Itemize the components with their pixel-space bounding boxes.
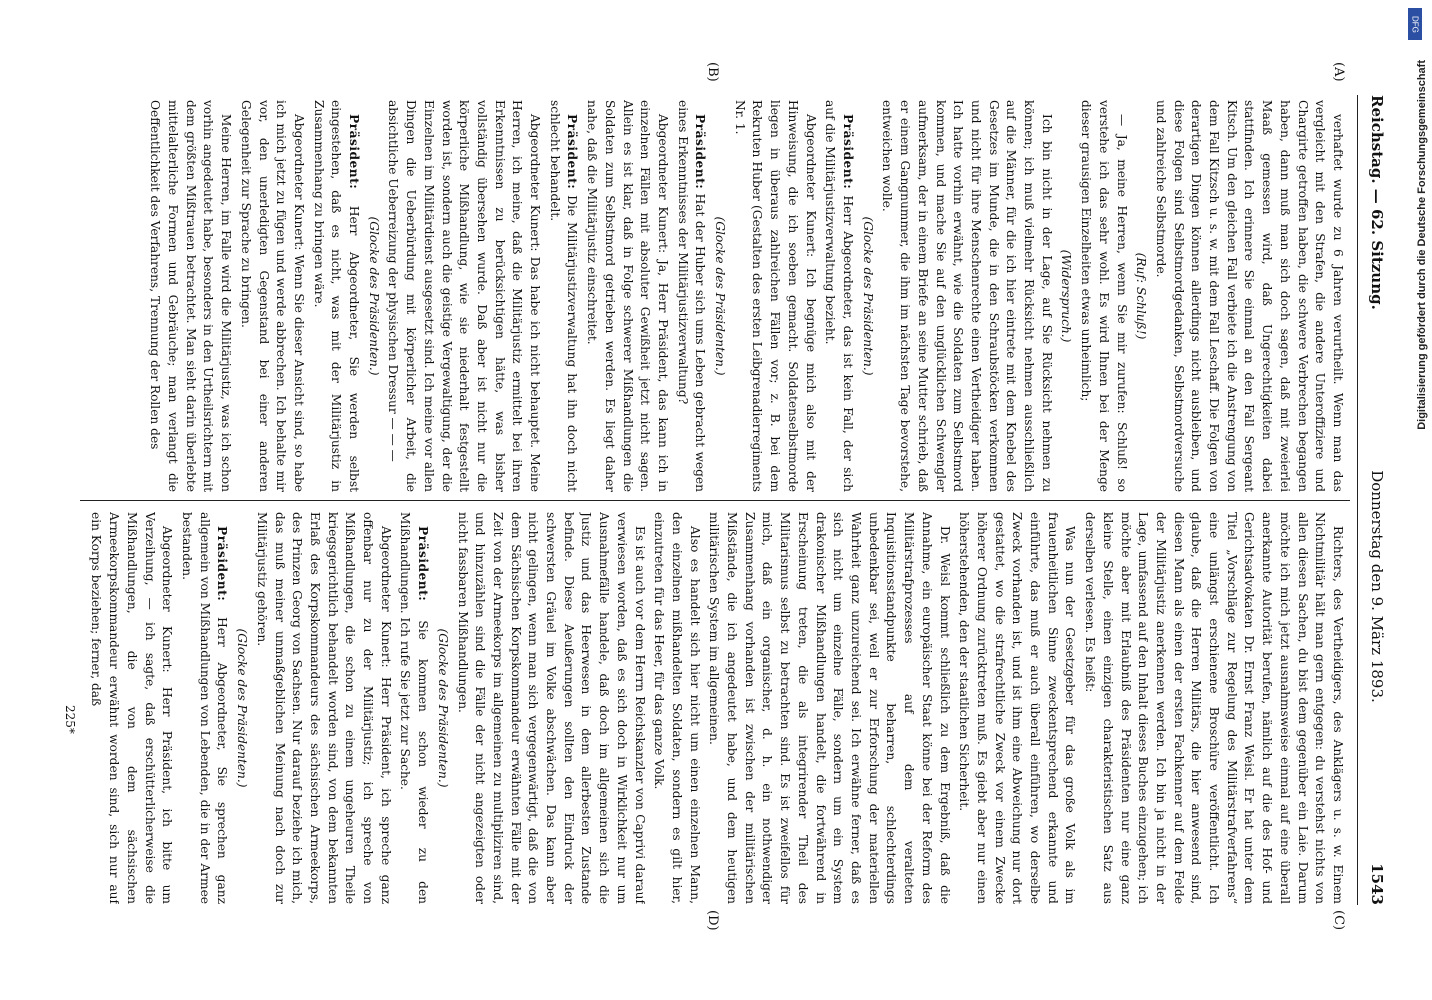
header-rule (1357, 95, 1358, 905)
header-left: Reichstag. — 62. Sitzung. (1368, 95, 1386, 310)
page-header (1362, 95, 1392, 905)
paragraph: Abgeordneter Kunert: Wenn Sie dieser Ansicht sind, so habe ich mich jetzt zu fügen und werde abbrechen. Ich behalte mir vor, den unerledigten Gegenstand bei einer anderen Gelegenheit zur Sprache zu bringen. (238, 100, 306, 492)
speech-text: Hat der Huber sich ums Leben gebracht wegen eines Erkenntnisses der Militärjustizverwaltung? (675, 100, 708, 492)
speaker-name: Präsident: (693, 114, 708, 190)
paragraph: Meine Herren, im Falle wird die Militärjustiz, was ich schon vorhin angedeutet habe, besonders in den Urtheilsrichtern mit dem größten Mißtrauen betrachtet. Man sieht darin überlebte mittelalterliche Formen und Gebräuche; man verlangt die Oeffentlichkeit des Verfahrens, Trennung der Rollen des (148, 100, 234, 492)
speaker-paragraph (396, 512, 431, 904)
margin-mark-a: (A) (1331, 62, 1346, 82)
paragraph: Es ist auch vor dem Herrn Reichskanzler von Caprivi darauf verwiesen worden, daß es sich doch in Wirklichkeit nur um Ausnahmefälle handele, daß doch im allgemeinen sich die Justiz und das Heerwesen in dem allerbesten Zustande befinde. Diese Aeußerungen sollten den Eindruck der schwersten Gräuel im Volke abschwächen. Das kann aber nicht gelingen, wenn man sich vergegenwärtigt, daß die von dem Sächsischen Korpskommandeur erwähnten Fälle mit der Zeit von der Armeekorps im allgemeinen zu multipliziren sind, und hinzuzählen sind die Fälle der nicht angezeigten oder nicht fassbaren Mißhandlungen. (455, 512, 647, 904)
speech-text: Herr Abgeordneter, Sie werden selbst eingestehen, daß es nicht, was mit der Militärjustiz in Zusammenhang zu bringen wäre. (311, 100, 362, 492)
paragraph: Richters, des Vertheidigers, des Anklägers u. s. w. Einem Nichtmilitär hält man gern entgegen: du verstehst nichts von allen diesen Sachen, du bist dem gegenüber ein Laie. Darum möchte ich mich jetzt ausnahmsweise einmal auf eine überall anerkannte Autorität berufen, nämlich auf die des Hof- und Gerichtsadvokaten Dr. Ernst Franz Weisl. Er hat unter dem Titel „Vorschläge zur Regelung des Militärstrafverfahrens“ eine unlängst erschienene Broschüre veröffentlicht. Ich glaube, daß die Herren Militärs, die hier anwesend sind, diesen Mann als einen der ersten Fachkenner auf dem Felde der Militärjustiz anerkennen werden. Ich bin ja nicht in der Lage, umfassend auf den Inhalt dieses Buches einzugehen; ich möchte aber mit Erlaubniß des Präsidenten nur eine ganz kleine Stelle, einen einzigen charakteristischen Satz aus derselben verlesen. Es heißt: (1083, 512, 1345, 904)
stage-direction: (Glocke des Präsidenten.) (713, 216, 728, 376)
paragraph: Abgeordneter Kunert: Ja, Herr Präsident, das kann ich in einzelnen Fällen mit absoluter Gewißheit jetzt nicht sagen. Allein es ist klar, daß in Folge schwerer Mißhandlungen die Soldaten zum Selbstmord getrieben werden. Es liegt daher nahe, daß die Militärjustiz einschreitet. (585, 100, 670, 492)
speaker-paragraph (177, 512, 230, 904)
paragraph: Dr. Weisl kommt schließlich zu dem Ergebniß, daß die Annahme, ein europäischer Staat könne bei der Reform des Militärstrafprozesses auf dem veralteten Inquisitionsstandpunkte beharren, schlechterdings unbedenkbar sei, weil er zur Erforschung der materiellen Wahrheit ganz unzureichend sei. Ich erwähne ferner, daß es sich nicht um einzelne Fälle, sondern um ein System drakonischer Mißhandlungen handelt, die fortwährend in Erscheinung treten, die als integrirender Theil des Militarismus selbst zu betrachten sind. Es ist zweifellos für mich, daß ein organischer, d. h. ein nothwendiger Zusammenhang vorhanden ist zwischen der militärischen Mißstände, die ich angedeutet habe, und dem heutigen militärischen System im allgemeinen. (707, 512, 952, 904)
stage-direction: (Glocke des Präsidenten.) (366, 216, 381, 376)
page-number: 1543 (1368, 863, 1386, 905)
speaker-paragraph (821, 100, 856, 492)
paragraph: Was nun der Gesetzgeber für das große Volk als im frauenheitlichen Sinne zweckentsprechend erkannte und einführte, das muß er auch überall einführen, wo derselbe Zweck vorhanden ist, und ist ihm eine Abweichung nur dort gestattet, wo die strafrechtliche Zweck vor einem Zwecke höherer Ordnung zurücktreten muß. Es giebt aber nur einen höherstehenden, den der staatlichen Sicherheit. (957, 512, 1078, 904)
left-column (81, 100, 1346, 492)
digitization-credit: Digitalisierung gefördert durch die Deutsche Forschungsgemeinschaft (1416, 60, 1428, 430)
speech-text: Herr Abgeordneter, das ist kein Fall, der sich auf die Militärjustizverwaltung bezieht. (823, 100, 856, 492)
speaker-paragraph (309, 100, 362, 492)
speaker-paragraph (673, 100, 708, 492)
speaker-paragraph (545, 100, 580, 492)
paragraph: Abgeordneter Kunert: Herr Präsident, ich bitte um Verzeihung, — ich sagte, daß erschütterlicherweise die Mißhandlungen, die von dem sächsischen Armeekorpskommandeur erwähnt worden sind, sich nur auf ein Korps beziehen; ferner, daß (89, 512, 175, 904)
speaker-name: Präsident: (841, 114, 856, 190)
signature-mark: 225* (63, 705, 77, 734)
stage-direction: (Ruf: Schluß!) (1134, 252, 1149, 340)
speech-text: Herr Abgeordneter, Sie sprechen ganz allgemein von Mißhandlungen von Lebenden, die in der Armee bestanden. (180, 512, 230, 904)
header-date: Donnerstag den 9. März 1893. (1368, 470, 1386, 703)
speech-text: Sie kommen schon wieder zu den Mißhandlungen. Ich rufe Sie jetzt zur Sache. (398, 512, 431, 904)
paragraph: Also es handelt sich hier nicht um einen einzelnen Mann, den einzelnen mißhandelten Soldaten, sondern es gilt hier, einzutreten für das Heer, für das ganze Volk. (652, 512, 702, 904)
margin-mark-c: (C) (1331, 910, 1346, 931)
speech-text: Die Militärjustizverwaltung hat ihn doch nicht schlecht behandelt. (547, 100, 580, 492)
speaker-name: Präsident: (416, 526, 431, 602)
margin-mark-b: (B) (705, 62, 720, 82)
stage-direction: (Glocke des Präsidenten.) (860, 216, 875, 376)
paragraph: Abgeordneter Kunert: Herr Präsident, ich spreche ganz offenbar nur zu der Militärjustiz; ich spreche von Mißhandlungen, die schon zu einem ungeheuren Theile kriegsgerichtlich behandelt worden sind, von dem bekannten Erlaß des Korpskommandeurs des sächsischen Armeekorps, des Prinzen Georg von Sachsen. Nur darauf beziehe ich mich, das muß meiner unmaßgeblichen Meinung nach doch zur Militärjustiz gehören. (254, 512, 393, 904)
column-divider (80, 500, 1350, 501)
speaker-name: Präsident: (347, 114, 362, 190)
margin-mark-d: (D) (705, 910, 720, 931)
paragraph: verhaftet wurde zu 6 Jahren verurtheilt. Wenn man das vergleicht mit den Strafen, die andere Unteroffiziere und Chargirte getroffen haben, die schwere Verbrechen begangen haben, dann muß man sich doch sagen, daß mit zweierlei Maaß gemessen wird, daß Ungerechtigkeiten dabei stattfinden. Ich erinnere Sie einmal an den Fall Sergeant Kitsch. Um den gleichen Fall verbiete ich die Anstrengung von dem Fall Kitzsch u. s. w. mit dem Fall Leschaff. Die Folgen von derartigen Dingen können allerdings nicht ausbleiben, und diese Folgen sind Selbstmordgedanken, Selbstmordversuche und zahlreiche Selbstmorde. (1153, 100, 1345, 492)
paragraph: Abgeordneter Kunert: Ich begnüge mich also mit der Hinweisung, die ich soeben gemacht. Soldatenselbstmorde liegen in überaus zahlreichen Fällen vor; z. B. bei dem Rekruten Huber (Gestalten des ersten Leibgrenadierregiments Nr. 1. (732, 100, 818, 492)
paragraph: Ich bin nicht in der Lage, auf Sie Rücksicht nehmen zu können; ich muß vielmehr Rücksicht nehmen ausschließlich auf die Männer, für die ich hier eintrete mit dem Knebel des Gesetzes im Munde, die in den Schraubstöcken verkommen und nicht für ihre Menschenrechte einen Vertheidiger haben. Ich hatte vorhin erwähnt, wie die Soldaten zum Selbstmord kommen, und mache Sie auf den unglücklichen Schwengler aufmerksam, der in einem Briefe an seine Mutter schrieb, daß er einem Gangnummer, die ihm im nächsten Tage bevorstehe, entweichen wolle. (880, 100, 1054, 492)
speaker-name: Präsident: (565, 114, 580, 190)
stage-direction: (Widerspruch.) (1059, 249, 1074, 343)
dfg-sidebar (1402, 0, 1428, 1000)
stage-direction: (Glocke des Präsidenten.) (435, 628, 450, 788)
stage-direction: (Glocke des Präsidenten.) (235, 628, 250, 788)
speaker-name: Präsident: (215, 526, 230, 602)
right-column (81, 512, 1346, 904)
paragraph: — Ja, meine Herren, wenn Sie mir zurufen: Schluß! so verstehe ich das sehr wohl. Es wird Ihnen bei der Menge dieser grausigen Einzelheiten etwas unheimlich; (1079, 100, 1129, 492)
dfg-logo: DFG (1408, 8, 1422, 40)
paragraph: Abgeordneter Kunert: Das habe ich nicht behauptet. Meine Herren, ich meine, daß die Militärjustiz ermittelt bei ihren Erkenntnissen zu berücksichtigen hätte, was bisher vollständig übersehen wurde. Daß aber ist nicht nur die körperliche Mißhandlung, wie sie niederhalt festgestellt worden ist, sondern auch die geistige Vergewaltigung, der die Einzelnen im Militärdienst ausgesetzt sind. Ich meine vor allen Dingen die Ueberbürdung mit körperlicher Arbeit, die absichtliche Ueberreizung der physischen Dressur — — — (386, 100, 543, 492)
